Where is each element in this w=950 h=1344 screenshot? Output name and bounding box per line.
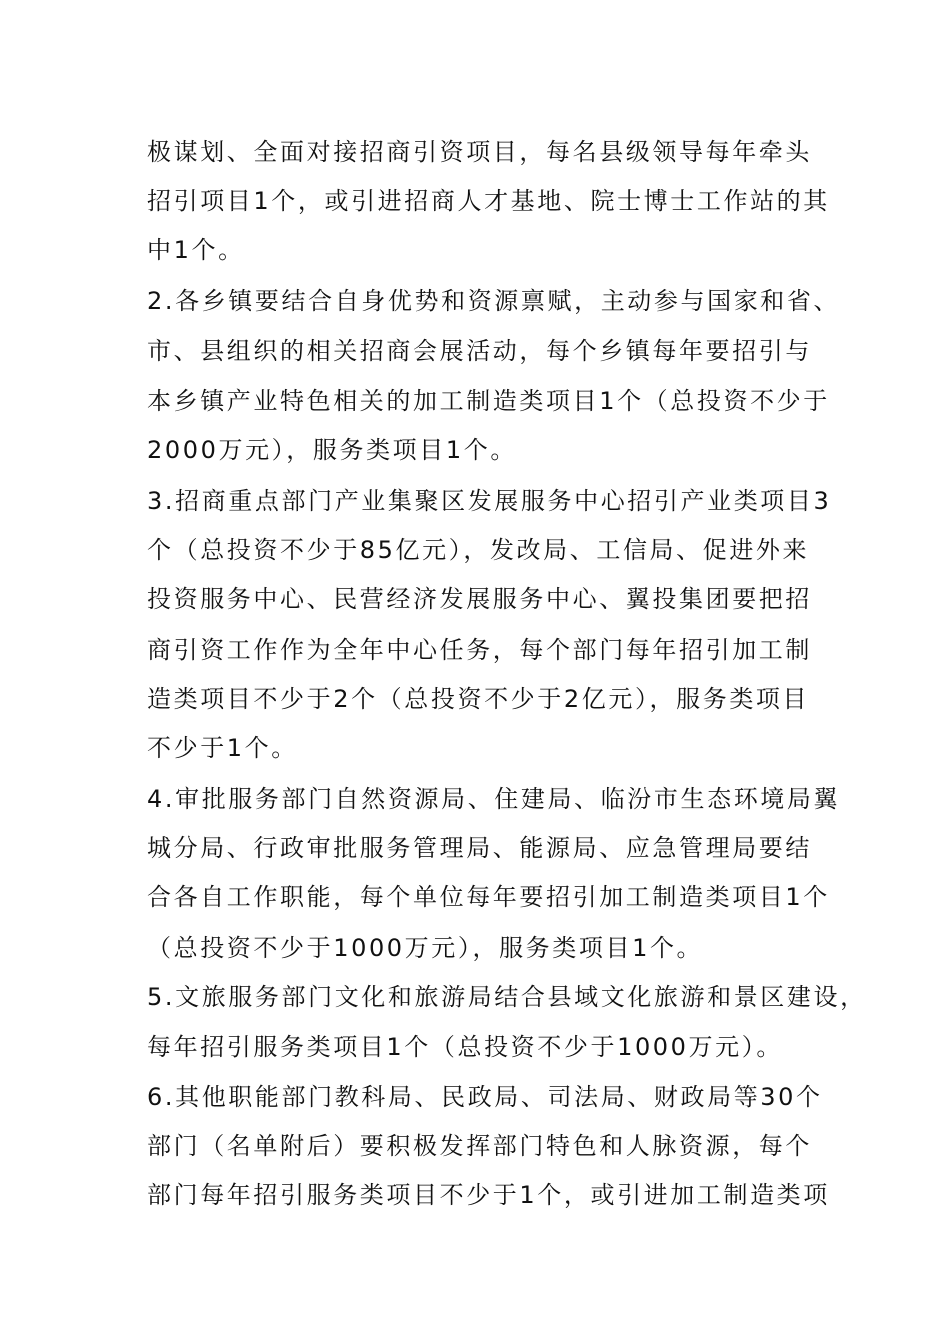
text-line: 2000万元），服务类项目1个。	[147, 436, 517, 464]
text-line: 5.文旅服务部门文化和旅游局结合县域文化旅游和景区建设，	[147, 983, 867, 1011]
text-line: 市、县组织的相关招商会展活动，每个乡镇每年要招引与	[147, 337, 812, 365]
text-line: 部门（名单附后）要积极发挥部门特色和人脉资源，每个	[147, 1132, 812, 1160]
text-line: 投资服务中心、民营经济发展服务中心、翼投集团要把招	[147, 585, 812, 613]
text-line: 部门每年招引服务类项目不少于1个，或引进加工制造类项	[147, 1181, 830, 1209]
text-line: 2.各乡镇要结合自身优势和资源禀赋，主动参与国家和省、	[147, 287, 841, 315]
text-line: 极谋划、全面对接招商引资项目，每名县级领导每年牵头	[147, 138, 812, 166]
text-line: （总投资不少于1000万元），服务类项目1个。	[147, 934, 704, 962]
text-line: 合各自工作职能，每个单位每年要招引加工制造类项目1个	[147, 883, 830, 911]
text-line: 3.招商重点部门产业集聚区发展服务中心招引产业类项目3	[147, 487, 832, 515]
text-line: 本乡镇产业特色相关的加工制造类项目1个（总投资不少于	[147, 387, 830, 415]
text-line: 招引项目1个，或引进招商人才基地、院士博士工作站的其	[147, 187, 830, 215]
text-line: 不少于1个。	[147, 734, 298, 762]
text-line: 6.其他职能部门教科局、民政局、司法局、财政局等30个	[147, 1083, 823, 1111]
text-line: 每年招引服务类项目1个（总投资不少于1000万元）。	[147, 1033, 783, 1061]
text-line: 中1个。	[147, 236, 245, 264]
text-line: 个（总投资不少于85亿元），发改局、工信局、促进外来	[147, 536, 810, 564]
text-line: 商引资工作作为全年中心任务，每个部门每年招引加工制	[147, 636, 812, 664]
text-line: 4.审批服务部门自然资源局、住建局、临汾市生态环境局翼	[147, 785, 841, 813]
text-line: 城分局、行政审批服务管理局、能源局、应急管理局要结	[147, 834, 812, 862]
text-line: 造类项目不少于2个（总投资不少于2亿元），服务类项目	[147, 685, 810, 713]
